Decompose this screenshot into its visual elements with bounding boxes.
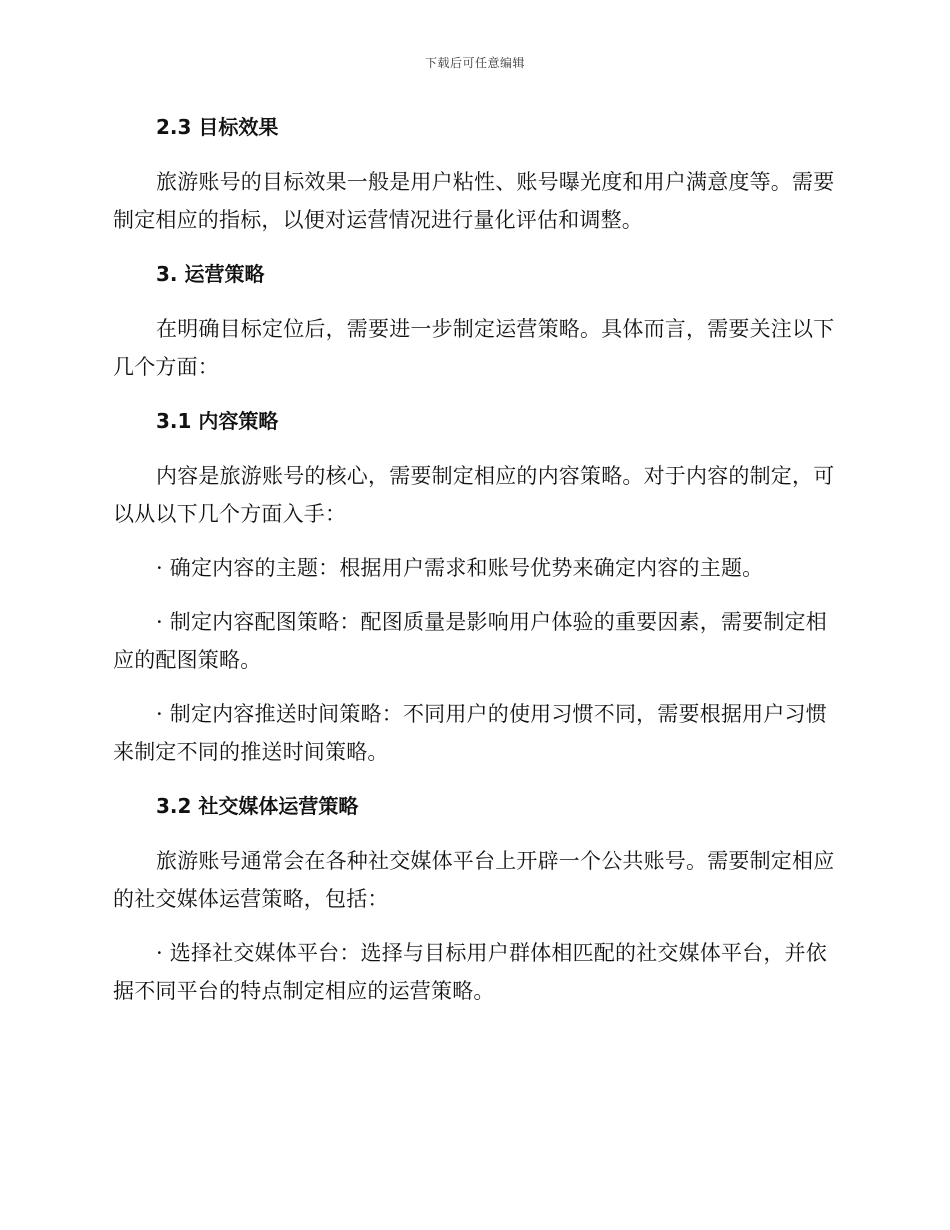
section-heading-3-1: 3.1 内容策略 (156, 409, 279, 433)
section-heading-2-3: 2.3 目标效果 (156, 115, 279, 139)
bullet-content-push-time: · 制定内容推送时间策略：不同用户的使用习惯不同，需要根据用户习惯来制定不同的推送时间策略。 (113, 702, 827, 764)
paragraph-target-effect: 旅游账号的目标效果一般是用户粘性、账号曝光度和用户满意度等。需要制定相应的指标，以便对运营情况进行量化评估和调整。 (113, 170, 835, 232)
page-header: 下载后可任意编辑 (424, 56, 525, 70)
document-body (113, 108, 835, 1026)
paragraph-content-strategy: 内容是旅游账号的核心，需要制定相应的内容策略。对于内容的制定，可以从以下几个方面入手： (113, 464, 835, 526)
bullet-content-images: · 制定内容配图策略：配图质量是影响用户体验的重要因素，需要制定相应的配图策略。 (113, 610, 827, 672)
bullet-content-theme: · 确定内容的主题：根据用户需求和账号优势来确定内容的主题。 (156, 556, 764, 580)
paragraph-operation-strategy: 在明确目标定位后，需要进一步制定运营策略。具体而言，需要关注以下几个方面： (113, 317, 835, 379)
paragraph-social-media-strategy: 旅游账号通常会在各种社交媒体平台上开辟一个公共账号。需要制定相应的社交媒体运营策略，包括： (113, 849, 835, 911)
section-heading-3: 3. 运营策略 (156, 262, 265, 286)
section-heading-3-2: 3.2 社交媒体运营策略 (156, 794, 359, 818)
bullet-select-platform: · 选择社交媒体平台：选择与目标用户群体相匹配的社交媒体平台，并依据不同平台的特点制定相应的运营策略。 (113, 941, 827, 1003)
